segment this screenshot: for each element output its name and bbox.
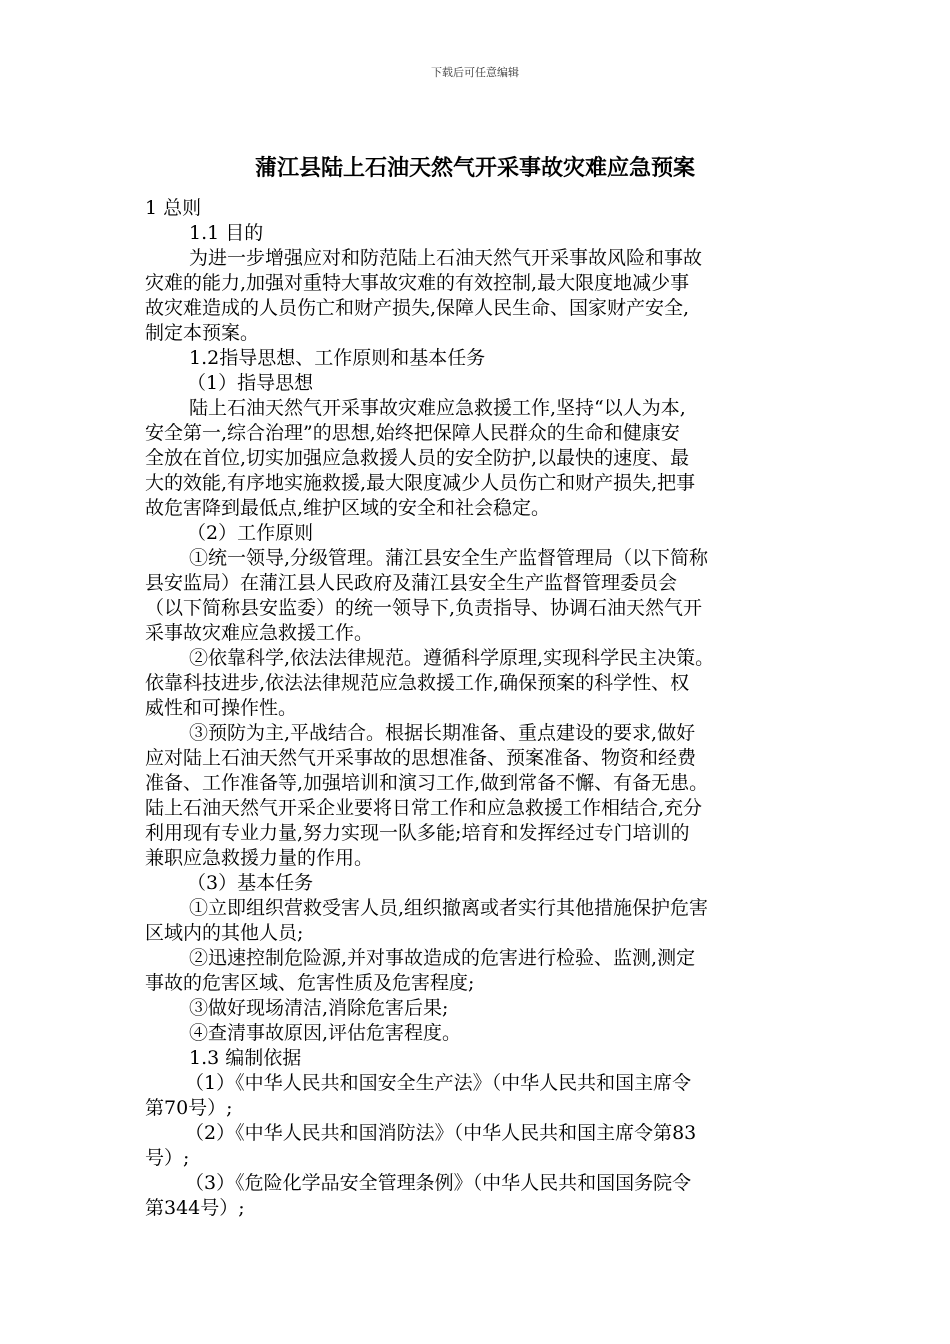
paragraph-line: 陆上石油天然气开采企业要将日常工作和应急救援工作相结合,充分 (145, 797, 703, 819)
subsection-heading: 1.2指导思想、工作原则和基本任务 (189, 347, 486, 369)
section-heading: 1 总则 (145, 197, 202, 219)
paragraph-line: （2）《中华人民共和国消防法》（中华人民共和国主席令第83 (185, 1122, 697, 1144)
paragraph-line: 故危害降到最低点,维护区域的安全和社会稳定。 (145, 497, 551, 519)
paragraph-line: 威性和可操作性。 (145, 697, 298, 719)
paragraph-line: 准备、工作准备等,加强培训和演习工作,做到常备不懈、有备无患。 (145, 772, 709, 794)
paragraph-line: （3）《危险化学品安全管理条例》（中华人民共和国国务院令 (185, 1172, 692, 1194)
paragraph-line: ②依靠科学,依法法律规范。遵循科学原理,实现科学民主决策。 (189, 647, 715, 669)
paragraph-line: 采事故灾难应急救援工作。 (145, 622, 374, 644)
paragraph-line: 依靠科技进步,依法法律规范应急救援工作,确保预案的科学性、权 (145, 672, 690, 694)
paragraph-line: 陆上石油天然气开采事故灾难应急救援工作,坚持“以人为本, (189, 397, 686, 419)
paragraph-line: 灾难的能力,加强对重特大事故灾难的有效控制,最大限度地减少事 (145, 272, 690, 294)
page-header-note: 下载后可任意编辑 (431, 66, 519, 79)
paragraph-line: 第70号）; (145, 1097, 233, 1119)
document-body (145, 196, 810, 1221)
paragraph-line: ③预防为主,平战结合。根据长期准备、重点建设的要求,做好 (189, 722, 696, 744)
paragraph-line: 第344号）; (145, 1197, 245, 1219)
paragraph-line: 号）; (145, 1147, 190, 1169)
paragraph-line: ④查清事故原因,评估危害程度。 (189, 1022, 462, 1044)
subsection-heading: 1.3 编制依据 (189, 1047, 302, 1069)
paragraph-line: 全放在首位,切实加强应急救援人员的安全防护,以最快的速度、最 (145, 447, 690, 469)
paragraph-line: （以下简称县安监委）的统一领导下,负责指导、协调石油天然气开 (145, 597, 703, 619)
paragraph-line: 县安监局）在蒲江县人民政府及蒲江县安全生产监督管理委员会 (145, 572, 678, 594)
paragraph-line: 区域内的其他人员; (145, 922, 304, 944)
paragraph-line: 大的效能,有序地实施救援,最大限度减少人员伤亡和财产损失,把事 (145, 472, 696, 494)
paragraph-line: ③做好现场清洁,消除危害后果; (189, 997, 449, 1019)
item-heading: （2）工作原则 (187, 522, 314, 544)
item-heading: （1）指导思想 (187, 372, 314, 394)
paragraph-line: 应对陆上石油天然气开采事故的思想准备、预案准备、物资和经费 (145, 747, 697, 769)
paragraph-line: 为进一步增强应对和防范陆上石油天然气开采事故风险和事故 (189, 247, 703, 269)
paragraph-line: （1）《中华人民共和国安全生产法》（中华人民共和国主席令 (185, 1072, 692, 1094)
paragraph-line: 安全第一,综合治理”的思想,始终把保障人民群众的生命和健康安 (145, 422, 680, 444)
paragraph-line: 制定本预案。 (145, 322, 260, 344)
paragraph-line: 故灾难造成的人员伤亡和财产损失,保障人民生命、国家财产安全, (145, 297, 690, 319)
paragraph-line: 兼职应急救援力量的作用。 (145, 847, 374, 869)
document-title: 蒲江县陆上石油天然气开采事故灾难应急预案 (254, 155, 695, 181)
item-heading: （3）基本任务 (187, 872, 314, 894)
subsection-heading: 1.1 目的 (189, 222, 264, 244)
paragraph-line: ①立即组织营救受害人员,组织撤离或者实行其他措施保护危害 (189, 897, 709, 919)
paragraph-line: 事故的危害区域、危害性质及危害程度; (145, 972, 475, 994)
paragraph-line: ②迅速控制危险源,并对事故造成的危害进行检验、监测,测定 (189, 947, 696, 969)
paragraph-line: ①统一领导,分级管理。蒲江县安全生产监督管理局（以下简称 (189, 547, 709, 569)
paragraph-line: 利用现有专业力量,努力实现一队多能;培育和发挥经过专门培训的 (145, 822, 690, 844)
